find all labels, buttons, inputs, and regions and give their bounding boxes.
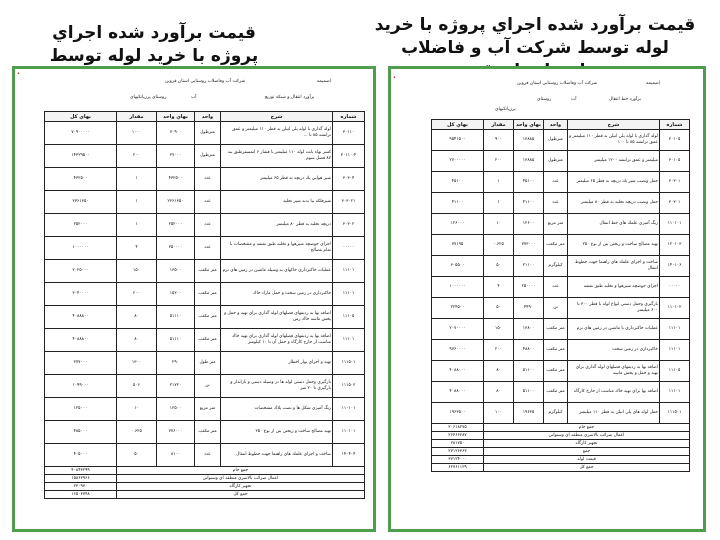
cell-desc: شيرفلكه بيا بدنه شير تخليه [221,191,333,214]
table-row [45,237,365,260]
cell-unit: متر مكعب [195,421,221,444]
cell-desc: تهيه مصالح ساخت و ريختن بتن از نوع ۲۵۰ [221,421,333,444]
summary-label: جمع كل [484,464,690,472]
cell-total: ۴۰۵۰۰۰ [45,444,117,467]
table-row [45,375,365,398]
cell-unit: كيلوگرم [544,256,568,277]
cell-code: ۱۱۱۰۵ [333,306,365,329]
table-row [432,361,690,382]
cell-total: ۱۰۹۹۰۰۰ [45,375,117,398]
table-row [45,306,365,329]
cell-code: ۱۱۱۰۱ [660,340,690,361]
column-header: مقدار [117,112,157,122]
column-header: شماره [660,120,690,130]
summary-row [45,467,365,475]
cell-total: ۴۳۲۵۰۰ [45,168,117,191]
cell-price: ۵۱۱۱۰ [157,329,195,352]
cell-desc: اجراي حوضچه شيرهوا و تخليه طبق نقشه و مشخصات با تمام مصالح [221,237,333,260]
cell-qty: ۱۰ [117,398,157,421]
cell-price: ۲۵۲۰۰۰ [157,214,195,237]
cell-total: ۱۰۰۰۰۰۰ [432,277,484,298]
cell-price: ۲۱۱۰۰ [514,256,544,277]
summary-row [45,475,365,483]
sheet-mark: • [393,75,396,81]
summary-value: ۱۵۸۶۳۹۶۶ [45,475,117,483]
cell-unit: مترطول [544,151,568,172]
cell-qty: ۲۰۰ [117,283,157,306]
cell-qty: ۸۰ [117,306,157,329]
cell-code: ۰۰۰۰۰ [333,237,365,260]
cell-desc: ميليمتر و عمق ترانشه ۱۲۰۰ ميليمتر [568,151,660,172]
table-header-row [45,112,365,122]
table-row [432,256,690,277]
cell-code: ۳۰۳۰۱ [660,172,690,193]
summary-label: جمع كل [117,491,365,499]
table-row [432,277,690,298]
cell-unit: متر مكعب [195,306,221,329]
table-row [432,214,690,235]
cell-total: ۴۱۱۰۰ [432,193,484,214]
cell-desc: عمليات خاكبرداري با ماشين در زمين هاي نرم [568,319,660,340]
cell-price: ۵۱۱۰۰ [514,361,544,382]
cell-unit: متر مكعب [544,235,568,256]
cell-qty: ۴ [484,277,514,298]
right-slide-title: قيمت برآورد شده اجراي پروژه با خريد لوله توسط شركت آب و فاضلاب [374,15,696,58]
cell-unit: عدد [544,193,568,214]
table-row [432,193,690,214]
cell-total: ۲۳۶۱۳۵۰ [45,191,117,214]
cell-code: ۱۴۰۴۰۴ [333,444,365,467]
cell-unit: عدد [544,172,568,193]
cell-unit: متر مكعب [544,340,568,361]
table-row [45,122,365,145]
cell-unit: عدد [195,168,221,191]
cell-unit: متر مكعب [195,260,221,283]
sheet-number: (ضميمه [317,79,332,84]
cell-qty: ۲۰۰ [117,145,157,168]
company-header: شركت آب وفاضلاب روستايي استان قزوين [165,79,246,84]
cell-code: ۱۱۰۱۰۱ [660,214,690,235]
summary-label: جمع [484,448,690,456]
cell-desc: ساخت و اجراي علمك هاي راهنما جهت خطوط انتقال [568,256,660,277]
cell-total: ۲۵۲۰۰۰ [45,214,117,237]
table-row [45,260,365,283]
cell-qty: ۱ [117,214,157,237]
cell-desc: اضافه بها به رديفهاي فصلهاي لوله گذاري براي تهيه و حمل و پخش ماسه [568,361,660,382]
cell-unit: كيلوگرم [544,403,568,424]
table-row [45,283,365,306]
cell-total: ۱۹۶۳۵۰۰ [432,403,484,424]
summary-value: ۲۶۳۶۶۲۸۷ [432,432,484,440]
cell-code: ۳۰۳۰۲ [333,214,365,237]
cell-unit: تن [195,375,221,398]
cell-qty: ۱ [484,172,514,193]
cell-qty: ۸۰ [484,382,514,403]
cell-price: ۴۵۱۰۰ [514,172,544,193]
cell-code: ۳۰۱۰۵ [660,130,690,151]
cell-unit: عدد [195,237,221,260]
cell-unit: عدد [195,214,221,237]
cell-price: ۱۳۵۰۰ [157,260,195,283]
cell-desc: خاكبرداري در زمين سخت [568,340,660,361]
summary-row [432,432,690,440]
column-header: شماره [333,112,365,122]
summary-value: ۱۶۵۰۳۷۴۸ [45,491,117,499]
summary-row [432,464,690,472]
cell-desc: لوله گذاري با لوله پلي اتيلن به قطر ۱۱۰ ميليمتر و عمق ترانشه ۸۵ تا ۱۰۰ [568,130,660,151]
table-row [432,172,690,193]
column-header: مقدار [484,120,514,130]
cell-total: ۴۸۵۰۰۰ [45,421,117,444]
cell-total: ۱۴۳۲۹۵۰۰ [45,145,117,168]
cell-desc: شير هوايي يك دريچه به قطر ۶۵ ميليمتر [221,168,333,191]
cell-desc: بارگيري وحمل دستي لوله ها در وسيله دستي و بارانداز و بارگيري تا ۲۰ متر [221,375,333,398]
cell-desc: ساخت و اجراي علمك هاي راهنما جهت خطوط انتقال [221,444,333,467]
water-label: آب [191,95,197,100]
village-name: پرزيانكيهاي [495,107,516,112]
cell-price: ۴۱۱۰۰ [514,193,544,214]
summary-row [432,456,690,464]
cell-total: ۹۵۴۱۵۰۰ [432,130,484,151]
table-row [432,403,690,424]
column-header: شرح [568,120,660,130]
cell-price: ۲۳۶۱۳۵۰ [157,191,195,214]
cell-total: ۷۰۹۰۰۰۰۰ [45,122,117,145]
table-row [432,151,690,172]
cell-qty: ۵۰ [484,256,514,277]
cell-qty: ۱۰ [484,214,514,235]
summary-value: ۲۳۰۹۷۰ [45,483,117,491]
village-label: روستاي پرزيانكيهاي [130,95,167,100]
cell-price: ۲۹۰ [157,352,195,375]
cell-price: ۷۰۹۰۰ [157,122,195,145]
cell-code: ۱۱۱۰۱ [660,382,690,403]
sheet-mark: • [17,71,20,77]
cell-qty: ۲۰۰ [484,151,514,172]
cell-desc: بارگيري وحمل دستي انواع لوله با قطر ۳۰۰ تا ۶۰۰ ميليمتر [568,298,660,319]
table-row [432,340,690,361]
cell-desc: تهيه مصالح ساخت و ريختن بتن از نوع ۲۵۰ [568,235,660,256]
cell-desc: عمليات خاكبرداري خاكهاي به وسيله ماشين در زمين هاي نرم [221,260,333,283]
column-header: شرح [221,112,333,122]
cell-price: ۵۱۱۰۰ [514,382,544,403]
cell-unit: متر مكعب [544,319,568,340]
cell-unit: مترطول [195,145,221,168]
table-row [432,382,690,403]
table-row [45,352,365,375]
cell-price: ۱۲۵۰۰ [157,398,195,421]
cell-price: ۴۳۲۵۰۰ [157,168,195,191]
cell-qty: ۱۵۰ [117,260,157,283]
cell-price: ۵۱۱۱۰ [157,306,195,329]
village-label: روستاي [537,97,552,102]
cell-qty: ۱۰۰۰ [117,122,157,145]
summary-row [432,424,690,432]
cell-unit: متر مكعب [544,382,568,403]
table-row [432,235,690,256]
cell-code: ۱۲۰۱۰۳ [660,235,690,256]
table-row [45,168,365,191]
cell-qty: ۱ [117,191,157,214]
table-row [45,214,365,237]
cell-price: ۱۳۸۸۵ [514,151,544,172]
summary-row [45,483,365,491]
water-label: آب [571,97,577,102]
cell-price: ۷۷۳۰۰۰ [514,235,544,256]
cell-code: ۱۴۰۱۰۶ [660,256,690,277]
summary-label: تجهيز كارگاه [117,483,365,491]
cell-total: ۴۰۸۸۸۰۰ [45,329,117,352]
cell-total: ۲۰۲۵۰۰۰ [45,260,117,283]
cell-total: ۱۰۰۰۰۰۰ [45,237,117,260]
cell-unit: عدد [544,277,568,298]
cell-price: ۲۵۰۰۰۰ [157,237,195,260]
cell-price: ۱۲۶۰۰ [514,214,544,235]
cell-desc: رنگ آميزي شكل ها و نصب پلاك مشخصات [221,398,333,421]
cell-desc: خاكبرداري در زمين سخت و حمل مازاد خاك [221,283,333,306]
cell-desc: اجراي حوضچه شيرهوا و تخليه طبق نقشه [568,277,660,298]
cell-total: ۹۷۶۰۰۰۰ [432,340,484,361]
cell-qty: ۱۰۰ [484,403,514,424]
cell-code: ۱۱۰۱۰۱ [333,421,365,444]
column-header: واحد [195,112,221,122]
cell-code: ۱۱۱۰۱ [333,329,365,352]
cell-total: ۳۰۵۵۰۰ [432,256,484,277]
table-row [45,398,365,421]
cell-desc: اضافه بها به رديفهاي فصلهاي لوله گذاري براي تهيه و حمل و پخش ماسه خاك رس [221,306,333,329]
cell-qty: ۵۰ [117,444,157,467]
cell-total: ۱۲۵۰۰۰ [45,398,117,421]
cell-qty: ۴ [117,237,157,260]
summary-value: ۳۷۱۲۴۰۰۰ [432,456,484,464]
cell-code: ۱۱۱۵۰۲ [333,375,365,398]
column-header: بهاي كل [432,120,484,130]
cell-total: ۲۷۰۰۰۰۰ [432,151,484,172]
cell-desc: كسر بهاء بابت لوله ۱۱۰ ميليمتر با فشار ۶ اتمسفرطبق بند ۸۷ فصل سوم [221,145,333,168]
cell-total: ۷۷۱۹۵ [432,235,484,256]
cell-qty: ۱ [117,168,157,191]
estimate-subject: برآورد انتقال و شبكه توزيع [265,95,315,100]
left-estimate-sheet [15,69,373,529]
summary-value: ۴۰۸۴۳۲۹۹ [45,467,117,475]
cell-unit: متر مربع [195,398,221,421]
cell-code: ۱۱۱۰۱ [333,283,365,306]
table-row [45,329,365,352]
cell-price: ۲۷۰۰۰ [157,145,195,168]
company-header: شركت آب وفاضلاب روستايي استان قزوين [517,81,598,86]
right-estimate-sheet [391,69,703,529]
summary-label: جمع خام [484,424,690,432]
cell-total: ۲۰۷۰۰۰۰ [432,319,484,340]
cell-code: ۳۰۱۰۵ [660,151,690,172]
column-header: بهاي واحد [157,112,195,122]
left-estimate-table [44,111,365,499]
cell-qty: ۱۵۰ [484,319,514,340]
cell-qty: ۸۰ [117,329,157,352]
column-header: واحد [544,120,568,130]
estimate-subject: برآورد خط انتقال [609,97,642,102]
cell-total: ۱۲۶۰۰۰ [432,214,484,235]
cell-unit: متر مربع [544,214,568,235]
table-header-row [432,120,690,130]
cell-total: ۳۰۴۰۰۰۰ [45,283,117,306]
cell-unit: عدد [195,191,221,214]
summary-label: تجهيز كارگاه [484,440,690,448]
summary-value: ۲۷۱۲۶۳۶۳ [432,448,484,456]
cell-code: ۱۱۰۱۰۲ [660,298,690,319]
left-slide-title: قيمت برآورد شده اجراي پروژه با خريد لوله توسط [49,23,259,66]
cell-code: ۱۱۱۰۱ [333,260,365,283]
cell-qty: ۵۰۶ [117,375,157,398]
cell-code: ۱۱۱۰۱ [660,319,690,340]
cell-total: ۴۰۸۸۰۰۰ [432,361,484,382]
cell-unit: عدد [195,444,221,467]
right-estimate-table [431,119,690,472]
cell-code: ۰۰۰۰۰ [660,277,690,298]
cell-qty: ۰.۶۲۵ [484,235,514,256]
cell-total: ۴۰۸۸۸۰۰ [45,306,117,329]
table-row [432,319,690,340]
table-row [45,145,365,168]
cell-desc: حمل لوله هاي پلي اتيلن به قطر ۱۱۰ ميليمتر [568,403,660,424]
cell-unit: تن [544,298,568,319]
cell-qty: ۱ [484,193,514,214]
cell-code: ۳۰۳۰۴ [333,168,365,191]
table-row [432,130,690,151]
sheet-number: (ضميمه [646,81,661,86]
cell-unit: مترطول [544,130,568,151]
cell-code: ۳۰۳۰۱ [660,193,690,214]
summary-row [432,448,690,456]
cell-code: ۱۱۱۵۰۱ [333,352,365,375]
column-header: بهاي واحد [514,120,544,130]
cell-unit: متر طول [195,352,221,375]
cell-unit: مترطول [195,122,221,145]
cell-price: ۴۸۸۰۰ [514,340,544,361]
cell-price: ۴۴۹۰ [514,298,544,319]
cell-desc: لوله گذاري با لوله پلي اتيلن به قطر ۱۱۰ ميليمتر و عمق ترانشه ۸۵ تا ... [221,122,333,145]
summary-label: قيمت لوله [484,456,690,464]
cell-price: ۱۳۸۸۵ [514,130,544,151]
cell-code: ۱۱۱۵۰۱ [660,403,690,424]
cell-unit: متر مكعب [195,283,221,306]
cell-desc: حمل ونصب دريچه تخليه به قطر ۸۰ ميليمتر [568,193,660,214]
cell-unit: متر مكعب [544,361,568,382]
right-document-frame [388,66,706,532]
cell-desc: اضافه بها براي تهيه خاك مناسب از خارج كارگاه [568,382,660,403]
summary-value: ۲۰۶۱۸۲۷۵ [432,424,484,432]
cell-desc: دريچه تخليه به قطر ۸۰ ميليمتر [221,214,333,237]
summary-value: ۶۲۷۶۱۱۲۹ [432,464,484,472]
cell-desc: حمل ونصب شير يك دريچه به قطر ۶۵ ميليمتر [568,172,660,193]
cell-price: ۱۹۶۳۵ [514,403,544,424]
cell-qty: ۰.۶۲۵ [117,421,157,444]
summary-label: اعمال ضرائب بالاسري منطقه اي وسنواتي [484,432,690,440]
summary-value: ۲۸۱۷۵۰ [432,440,484,448]
cell-total: ۴۵۱۰۰ [432,172,484,193]
table-row [45,191,365,214]
cell-qty: ۹۰۰ [484,130,514,151]
table-row [45,444,365,467]
summary-row [45,491,365,499]
cell-unit: متر مكعب [195,329,221,352]
cell-price: ۸۱۰۰ [157,444,195,467]
cell-qty: ۵۰ [484,298,514,319]
summary-label: جمع خام [117,467,365,475]
cell-price: ۲۵۰۰۰۰ [514,277,544,298]
cell-total: ۴۰۸۸۰۰۰ [432,382,484,403]
cell-desc: رنگ آميزي علمك هاي خط انتقال [568,214,660,235]
cell-price: ۷۷۶۰۰۰ [157,421,195,444]
cell-desc: تهيه و اجراي نوار اخطار [221,352,333,375]
cell-qty: ۱۳۰۰ [117,352,157,375]
table-row [45,421,365,444]
summary-row [432,440,690,448]
cell-code: ۳۰۳۰۲۱ [333,191,365,214]
cell-qty: ۲۰۰ [484,340,514,361]
cell-total: ۳۷۷۰۰۰ [45,352,117,375]
cell-code: ۳۰۱۱۰-۴ [333,145,365,168]
cell-price: ۱۵۲۰۰ [157,283,195,306]
cell-price: ۱۳۸۰۰ [514,319,544,340]
cell-code: ۳۰۱۱۰ [333,122,365,145]
cell-total: ۲۲۴۵۰۰ [432,298,484,319]
left-document-frame [12,66,376,532]
cell-desc: اضافه بها به رديفهاي فصلهاي لوله گذاري براي تهيه خاك مناسب از خارج كارگاه و حمل آن تا ۱۰ كيلومتر [221,329,333,352]
cell-code: ۱۱۱۰۵ [660,361,690,382]
cell-price: ۲۱۷۲۰ [157,375,195,398]
table-row [432,298,690,319]
cell-code: ۱۱۰۱۰۱ [333,398,365,421]
column-header: بهاي كل [45,112,117,122]
summary-label: اعمال ضرائب بالاسري منطقه اي وسنواتي [117,475,365,483]
cell-qty: ۸۰ [484,361,514,382]
